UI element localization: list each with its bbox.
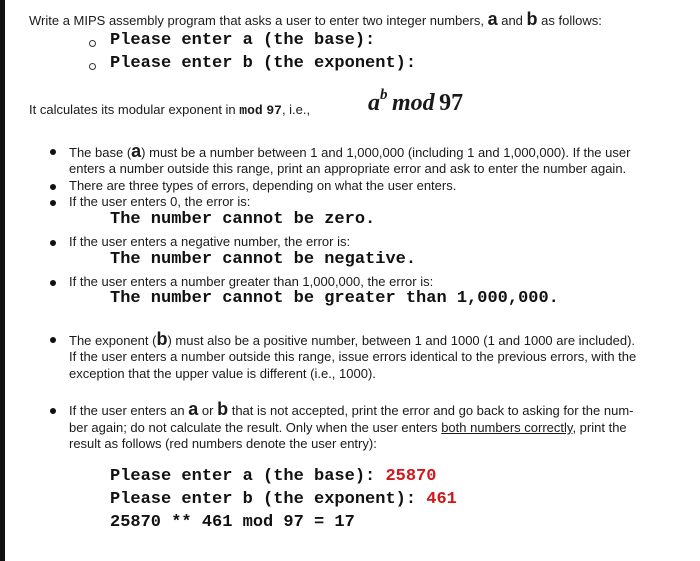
circle-bullet-icon <box>89 40 96 47</box>
left-edge-bar <box>0 0 5 561</box>
bullet-retry-line1 <box>69 401 633 419</box>
intro-line <box>29 11 602 29</box>
var-b: b <box>217 399 229 419</box>
bullet-exponent-line1 <box>69 331 635 349</box>
example-exponent-value: 461 <box>426 490 457 509</box>
formula-num: 97 <box>439 90 464 116</box>
bullet-icon <box>50 408 56 414</box>
example-line-2 <box>110 490 457 509</box>
intro-as-follows: as follows: <box>541 13 602 28</box>
b7-or: or <box>201 403 214 418</box>
calc-prefix: It calculates its modular exponent in <box>29 102 236 117</box>
bullet-greater: If the user enters a number greater than 1,000,000, the error is: <box>69 274 434 289</box>
bullet-exponent-line3: exception that the upper value is different (i.e., 1000). <box>69 366 376 381</box>
b7-line2: ber again; do not calculate the result. Only when the user enters <box>69 420 438 435</box>
error-zero: The number cannot be zero. <box>110 210 376 229</box>
intro-text: Write a MIPS assembly program that asks a user to enter two integer numbers, <box>29 13 484 28</box>
example-line-1 <box>110 467 436 486</box>
bullet-retry-line3: result as follows (red numbers denote the user entry): <box>69 436 377 451</box>
var-a: a <box>188 399 199 419</box>
example-prompt-exponent: Please enter b (the exponent): <box>110 490 417 509</box>
example-result: 25870 ** 461 mod 97 = 17 <box>110 513 355 532</box>
prompt-base: Please enter a (the base): <box>110 31 376 50</box>
bullet-icon <box>50 280 56 286</box>
bullet-zero: If the user enters 0, the error is: <box>69 194 251 209</box>
b7-line2-end: , print the <box>572 420 627 435</box>
bullet-icon <box>50 184 56 190</box>
calc-mod: mod <box>239 103 263 118</box>
var-b: b <box>156 329 168 349</box>
b7-pre: If the user enters an <box>69 403 185 418</box>
bullet-negative: If the user enters a negative number, the error is: <box>69 234 351 249</box>
calc-line <box>29 102 310 119</box>
bullet-icon <box>50 200 56 206</box>
intro-and: and <box>501 13 523 28</box>
b6-pre: The exponent ( <box>69 333 157 348</box>
bullet-retry-line2 <box>69 420 627 436</box>
formula-exponent: b <box>380 87 388 103</box>
bullet-error-types: There are three types of errors, depending on what the user enters. <box>69 178 457 193</box>
b1-pre: The base ( <box>69 145 132 160</box>
calc-ie: , i.e., <box>281 102 311 117</box>
var-a: a <box>131 141 142 161</box>
b7-line1: that is not accepted, print the error and go back to asking for the num- <box>231 403 634 418</box>
formula-base: a <box>368 90 380 116</box>
error-negative: The number cannot be negative. <box>110 250 417 269</box>
example-base-value: 25870 <box>385 467 437 486</box>
b6-line1: ) must also be a positive number, between 1 and 1000 (1 and 1000 are included). <box>167 333 636 348</box>
formula <box>368 87 464 117</box>
var-a: a <box>487 9 498 29</box>
bullet-exponent-line2: If the user enters a number outside this range, issue errors identical to the previous errors, with the <box>69 349 637 364</box>
b1-line1: ) must be a number between 1 and 1,000,000 (including 1 and 1,000,000). If the user <box>141 145 631 160</box>
bullet-icon <box>50 337 56 343</box>
formula-mod: mod <box>391 90 435 116</box>
bullet-icon <box>50 240 56 246</box>
bullet-base-line1 <box>69 143 630 161</box>
example-prompt-base: Please enter a (the base): <box>110 467 376 486</box>
b7-underline: both numbers correctly <box>441 420 573 435</box>
circle-bullet-icon <box>89 63 96 70</box>
prompt-exponent: Please enter b (the exponent): <box>110 54 417 73</box>
calc-num: 97 <box>266 103 282 118</box>
var-b: b <box>526 9 538 29</box>
bullet-icon <box>50 149 56 155</box>
bullet-base-line2: enters a number outside this range, print an appropriate error and ask to enter the number again. <box>69 161 627 176</box>
error-greater: The number cannot be greater than 1,000,000. <box>110 289 559 308</box>
